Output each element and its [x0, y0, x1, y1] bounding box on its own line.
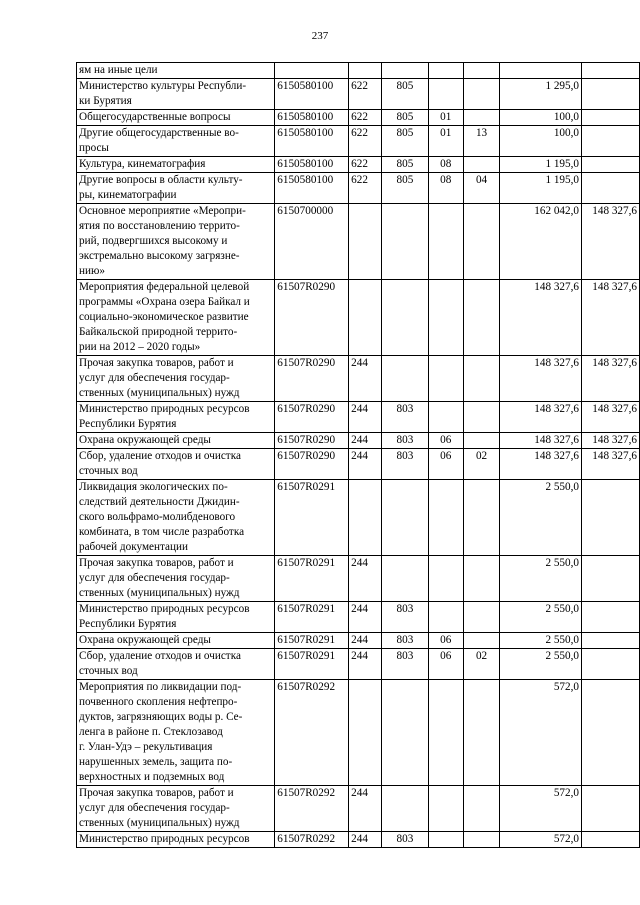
cell-expense-type [349, 280, 382, 356]
cell-target-code: 61507R0292 [275, 786, 349, 832]
table-row [77, 649, 640, 680]
table-row [77, 110, 640, 126]
cell-name: ям на иные цели [77, 63, 275, 79]
table-row [77, 173, 640, 204]
table-row [77, 280, 640, 356]
cell-target-code: 61507R0291 [275, 480, 349, 556]
cell-expense-type: 244 [349, 449, 382, 480]
cell-section [428, 63, 463, 79]
cell-section [428, 680, 463, 786]
cell-target-code: 6150580100 [275, 79, 349, 110]
cell-sum-2 [582, 110, 640, 126]
cell-section: 01 [428, 126, 463, 157]
cell-ministry-code: 805 [382, 173, 429, 204]
cell-name: Другие вопросы в области культу- ры, кинематографии [77, 173, 275, 204]
cell-section: 08 [428, 173, 463, 204]
cell-ministry-code: 805 [382, 157, 429, 173]
cell-ministry-code: 805 [382, 126, 429, 157]
cell-subsection: 02 [463, 649, 500, 680]
cell-target-code: 61507R0290 [275, 402, 349, 433]
cell-subsection [463, 556, 500, 602]
cell-subsection [463, 63, 500, 79]
cell-subsection [463, 79, 500, 110]
cell-ministry-code: 805 [382, 110, 429, 126]
cell-subsection: 02 [463, 449, 500, 480]
cell-section: 06 [428, 433, 463, 449]
cell-sum-2 [582, 786, 640, 832]
cell-section: 06 [428, 649, 463, 680]
table-row [77, 126, 640, 157]
cell-expense-type: 622 [349, 79, 382, 110]
table-row [77, 63, 640, 79]
cell-name: Общегосударственные вопросы [77, 110, 275, 126]
page-number: 237 [311, 30, 329, 42]
table-row [77, 832, 640, 848]
cell-ministry-code [382, 480, 429, 556]
cell-sum-2: 148 327,6 [582, 204, 640, 280]
cell-expense-type: 244 [349, 433, 382, 449]
cell-expense-type: 244 [349, 832, 382, 848]
cell-sum-1: 148 327,6 [500, 402, 582, 433]
cell-sum-2 [582, 832, 640, 848]
cell-section [428, 280, 463, 356]
cell-ministry-code [382, 786, 429, 832]
cell-subsection [463, 633, 500, 649]
cell-expense-type: 244 [349, 602, 382, 633]
cell-sum-1: 100,0 [500, 110, 582, 126]
cell-target-code: 6150580100 [275, 157, 349, 173]
cell-name: Сбор, удаление отходов и очистка сточных вод [77, 449, 275, 480]
cell-section [428, 832, 463, 848]
cell-name: Охрана окружающей среды [77, 433, 275, 449]
cell-expense-type: 622 [349, 173, 382, 204]
cell-ministry-code [382, 204, 429, 280]
cell-section [428, 79, 463, 110]
cell-sum-1: 148 327,6 [500, 449, 582, 480]
cell-target-code: 61507R0290 [275, 356, 349, 402]
cell-sum-1: 148 327,6 [500, 356, 582, 402]
cell-target-code: 61507R0290 [275, 449, 349, 480]
cell-sum-2 [582, 633, 640, 649]
cell-ministry-code: 803 [382, 602, 429, 633]
cell-sum-1: 1 195,0 [500, 157, 582, 173]
cell-expense-type [349, 680, 382, 786]
cell-subsection [463, 157, 500, 173]
cell-name: Прочая закупка товаров, работ и услуг для обеспечения государ- ственных (муниципальных) нужд [77, 356, 275, 402]
cell-subsection [463, 602, 500, 633]
cell-target-code: 61507R0290 [275, 433, 349, 449]
cell-sum-2: 148 327,6 [582, 433, 640, 449]
table-row [77, 556, 640, 602]
cell-target-code: 61507R0291 [275, 649, 349, 680]
cell-sum-2 [582, 63, 640, 79]
cell-subsection: 13 [463, 126, 500, 157]
cell-expense-type: 244 [349, 649, 382, 680]
cell-name: Другие общегосударственные во- просы [77, 126, 275, 157]
cell-subsection [463, 832, 500, 848]
cell-sum-1: 162 042,0 [500, 204, 582, 280]
cell-sum-1: 2 550,0 [500, 602, 582, 633]
table-row [77, 602, 640, 633]
cell-subsection [463, 680, 500, 786]
table-row [77, 449, 640, 480]
cell-subsection [463, 280, 500, 356]
cell-sum-1: 2 550,0 [500, 633, 582, 649]
cell-name: Министерство природных ресурсов Республики Бурятия [77, 402, 275, 433]
cell-target-code [275, 63, 349, 79]
cell-sum-2 [582, 157, 640, 173]
cell-expense-type: 244 [349, 633, 382, 649]
cell-ministry-code: 803 [382, 832, 429, 848]
cell-target-code: 61507R0291 [275, 556, 349, 602]
cell-expense-type [349, 204, 382, 280]
cell-subsection [463, 480, 500, 556]
cell-expense-type [349, 480, 382, 556]
cell-section [428, 356, 463, 402]
cell-subsection [463, 786, 500, 832]
cell-sum-1: 1 195,0 [500, 173, 582, 204]
cell-sum-1: 572,0 [500, 680, 582, 786]
cell-sum-1: 2 550,0 [500, 480, 582, 556]
cell-sum-2 [582, 602, 640, 633]
cell-expense-type: 244 [349, 786, 382, 832]
cell-subsection [463, 204, 500, 280]
cell-section [428, 480, 463, 556]
cell-section: 06 [428, 449, 463, 480]
cell-section: 06 [428, 633, 463, 649]
cell-target-code: 61507R0292 [275, 680, 349, 786]
cell-section: 01 [428, 110, 463, 126]
cell-sum-2 [582, 79, 640, 110]
cell-target-code: 6150580100 [275, 173, 349, 204]
cell-expense-type: 244 [349, 556, 382, 602]
cell-ministry-code [382, 63, 429, 79]
cell-section: 08 [428, 157, 463, 173]
cell-sum-1: 148 327,6 [500, 433, 582, 449]
cell-expense-type: 244 [349, 356, 382, 402]
cell-target-code: 61507R0291 [275, 633, 349, 649]
cell-name: Сбор, удаление отходов и очистка сточных вод [77, 649, 275, 680]
cell-subsection [463, 356, 500, 402]
cell-sum-1: 2 550,0 [500, 556, 582, 602]
cell-subsection: 04 [463, 173, 500, 204]
cell-name: Ликвидация экологических по- следствий деятельности Джидин- ского вольфрамо-молибденового комбината, в том числе разработка рабочей документации [77, 480, 275, 556]
cell-sum-1: 572,0 [500, 832, 582, 848]
cell-subsection [463, 110, 500, 126]
cell-name: Прочая закупка товаров, работ и услуг для обеспечения государ- ственных (муниципальных) нужд [77, 786, 275, 832]
cell-sum-2 [582, 649, 640, 680]
table-row [77, 402, 640, 433]
cell-expense-type [349, 63, 382, 79]
cell-name: Мероприятия по ликвидации под- почвенного скопления нефтепро- дуктов, загрязняющих воды р. Се- ленга в районе п. Стеклозавод г. Улан-Удэ – рекультивация нарушенных земель, защита по- верхностных и подземных вод [77, 680, 275, 786]
cell-ministry-code: 805 [382, 79, 429, 110]
cell-sum-1: 148 327,6 [500, 280, 582, 356]
cell-target-code: 6150580100 [275, 110, 349, 126]
cell-sum-2 [582, 126, 640, 157]
table-row [77, 480, 640, 556]
cell-section [428, 602, 463, 633]
cell-name: Охрана окружающей среды [77, 633, 275, 649]
cell-name: Прочая закупка товаров, работ и услуг для обеспечения государ- ственных (муниципальных) нужд [77, 556, 275, 602]
cell-sum-2 [582, 556, 640, 602]
cell-name: Министерство культуры Республи- ки Бурятия [77, 79, 275, 110]
cell-target-code: 61507R0292 [275, 832, 349, 848]
cell-sum-1: 100,0 [500, 126, 582, 157]
cell-sum-2: 148 327,6 [582, 402, 640, 433]
table-row [77, 356, 640, 402]
table-row [77, 157, 640, 173]
cell-subsection [463, 433, 500, 449]
cell-target-code: 61507R0290 [275, 280, 349, 356]
cell-section [428, 402, 463, 433]
cell-sum-1: 1 295,0 [500, 79, 582, 110]
table-row [77, 204, 640, 280]
cell-ministry-code: 803 [382, 633, 429, 649]
cell-sum-2 [582, 480, 640, 556]
cell-sum-2: 148 327,6 [582, 280, 640, 356]
cell-name: Культура, кинематография [77, 157, 275, 173]
cell-ministry-code [382, 280, 429, 356]
cell-target-code: 6150700000 [275, 204, 349, 280]
cell-ministry-code: 803 [382, 433, 429, 449]
cell-sum-1: 2 550,0 [500, 649, 582, 680]
cell-name: Мероприятия федеральной целевой программы «Охрана озера Байкал и социально-экономическое развитие Байкальской природной террито- рии на 2012 – 2020 годы» [77, 280, 275, 356]
cell-name: Основное мероприятие «Меропри- ятия по восстановлению террито- рий, подвергшихся высокому и экстремально высокому загрязне- нию» [77, 204, 275, 280]
table-row [77, 786, 640, 832]
budget-table [76, 62, 640, 848]
table-row [77, 433, 640, 449]
cell-section [428, 204, 463, 280]
cell-sum-1 [500, 63, 582, 79]
cell-sum-2: 148 327,6 [582, 356, 640, 402]
cell-ministry-code: 803 [382, 449, 429, 480]
cell-ministry-code: 803 [382, 402, 429, 433]
cell-sum-2 [582, 680, 640, 786]
cell-target-code: 6150580100 [275, 126, 349, 157]
cell-ministry-code [382, 556, 429, 602]
cell-sum-1: 572,0 [500, 786, 582, 832]
cell-subsection [463, 402, 500, 433]
table-row [77, 680, 640, 786]
cell-name: Министерство природных ресурсов [77, 832, 275, 848]
table-row [77, 633, 640, 649]
cell-ministry-code [382, 356, 429, 402]
cell-expense-type: 622 [349, 157, 382, 173]
cell-section [428, 556, 463, 602]
table-body [77, 63, 640, 848]
cell-sum-2: 148 327,6 [582, 449, 640, 480]
cell-section [428, 786, 463, 832]
cell-sum-2 [582, 173, 640, 204]
cell-name: Министерство природных ресурсов Республики Бурятия [77, 602, 275, 633]
table-row [77, 79, 640, 110]
cell-ministry-code [382, 680, 429, 786]
cell-target-code: 61507R0291 [275, 602, 349, 633]
cell-expense-type: 622 [349, 126, 382, 157]
cell-expense-type: 622 [349, 110, 382, 126]
cell-expense-type: 244 [349, 402, 382, 433]
cell-ministry-code: 803 [382, 649, 429, 680]
